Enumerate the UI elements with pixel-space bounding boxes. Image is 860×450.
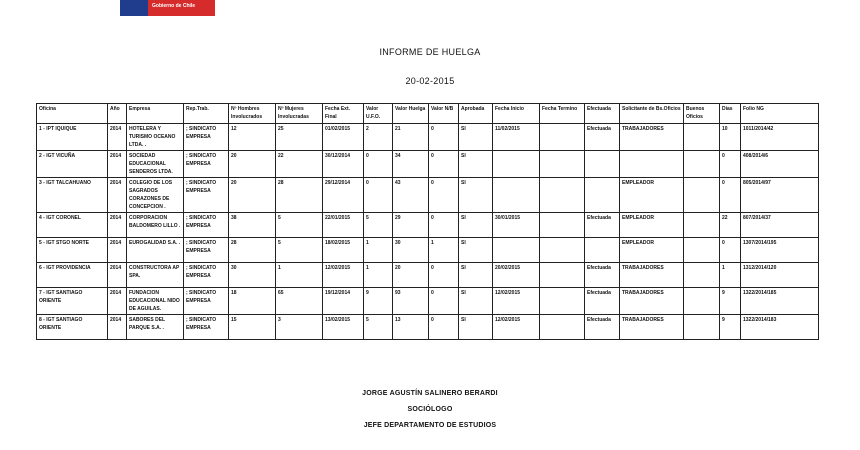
table-cell: 9 [720,315,741,340]
table-cell: 11/02/2015 [493,124,540,151]
table-cell: TRABAJADORES [620,315,684,340]
table-cell: 2014 [108,178,127,213]
table-cell: 30 [229,263,276,288]
table-cell: 30/12/2014 [323,151,364,178]
table-cell: 0 [364,151,393,178]
table-cell: 12/02/2015 [493,315,540,340]
table-cell: 1 [276,263,323,288]
table-cell: SI [459,151,493,178]
table-cell [493,238,540,263]
table-cell [684,263,720,288]
table-cell: SI [459,178,493,213]
table-cell: 01/02/2015 [323,124,364,151]
table-cell: 10 [720,124,741,151]
table-cell: 0 [429,263,459,288]
table-cell [540,288,585,315]
table-cell: 0 [364,178,393,213]
table-cell: 25 [276,124,323,151]
table-row [37,124,819,151]
column-header: Nº Mujeres Involucradas [276,104,323,124]
signatory-name: JORGE AGUSTÍN SALINERO BERARDI [362,390,498,397]
table-cell: 20/02/2015 [493,263,540,288]
table-cell: 1 - IPT IQUIQUE [37,124,108,151]
table-cell: SI [459,315,493,340]
table-cell: 0 [720,238,741,263]
table-cell: EMPLEADOR [620,238,684,263]
table-cell: Efectuada [585,263,620,288]
table-cell: 805/2014/97 [741,178,819,213]
table-cell: ; SINDICATO EMPRESA [184,238,229,263]
column-header: Fecha Inicio [493,104,540,124]
table-cell [540,315,585,340]
table-cell: 3 - IGT TALCAHUANO [37,178,108,213]
logo-text: Gobierno de Chile [152,3,196,9]
table-cell: 408/2014/6 [741,151,819,178]
table-cell: 21 [393,124,429,151]
table-cell: 1011/2014/42 [741,124,819,151]
table-cell [540,151,585,178]
table-cell: 9 [364,288,393,315]
table-cell: 807/2014/37 [741,213,819,238]
column-header: Fecha Ext. Final [323,104,364,124]
table-cell: 34 [393,151,429,178]
table-cell: 30/01/2015 [493,213,540,238]
signatory-role: SOCIÓLOGO [407,406,453,413]
table-cell: 1322/2014/183 [741,315,819,340]
table-row [37,178,819,213]
table-cell: 22 [720,213,741,238]
table-cell: 0 [429,288,459,315]
table-cell: ; SINDICATO EMPRESA [184,263,229,288]
table-cell: 15 [229,315,276,340]
table-cell [540,263,585,288]
table-cell: 8 - IGT SANTIAGO ORIENTE [37,315,108,340]
table-cell [684,151,720,178]
report-date: 20-02-2015 [405,76,455,86]
gobierno-logo [120,0,215,16]
table-cell: EUROGALIDAD S.A. . [127,238,184,263]
table-cell: ; SINDICATO EMPRESA [184,213,229,238]
table-cell: 0 [429,178,459,213]
table-cell: 5 - IGT STGO NORTE [37,238,108,263]
table-cell: 65 [276,288,323,315]
table-cell: 6 - IGT PROVIDENCIA [37,263,108,288]
table-header-row [37,104,819,124]
table-cell: 12 [229,124,276,151]
table-cell: 12/02/2015 [493,288,540,315]
table-cell: EMPLEADOR [620,178,684,213]
table-cell: Efectuada [585,213,620,238]
table-cell: 28 [229,238,276,263]
table-cell [493,178,540,213]
table-cell: HOTELERA Y TURISMO OCEANO LTDA. . [127,124,184,151]
column-header: Efectuada [585,104,620,124]
table-cell: 0 [429,151,459,178]
table-cell: 13/02/2015 [323,315,364,340]
table-cell: 12/02/2015 [323,263,364,288]
table-row [37,288,819,315]
table-cell: 4 - IGT CORONEL [37,213,108,238]
table-cell: FUNDACION EDUCACIONAL NIDO DE AGUILAS. [127,288,184,315]
report-title: INFORME DE HUELGA [379,47,481,57]
column-header: Aprobada [459,104,493,124]
table-cell: 29 [393,213,429,238]
table-cell: 0 [720,178,741,213]
column-header: Empresa [127,104,184,124]
table-row [37,238,819,263]
table-row [37,151,819,178]
table-cell: Efectuada [585,124,620,151]
table-cell [585,238,620,263]
table-cell [684,178,720,213]
table-cell: 1307/2014/195 [741,238,819,263]
column-header: Oficina [37,104,108,124]
table-cell: SI [459,263,493,288]
table-cell: 1 [720,263,741,288]
table-cell [493,151,540,178]
signatory-position: JEFE DEPARTAMENTO DE ESTUDIOS [363,422,497,429]
table-cell [684,315,720,340]
table-cell: 1312/2014/120 [741,263,819,288]
table-cell: SI [459,213,493,238]
table-cell: 2014 [108,213,127,238]
table-cell: COLEGIO DE LOS SAGRADOS CORAZONES DE CONCEPCION . [127,178,184,213]
table-cell [585,178,620,213]
table-cell: 20 [229,178,276,213]
table-cell: 0 [429,124,459,151]
table-cell [684,213,720,238]
table-cell: 0 [429,315,459,340]
table-row [37,263,819,288]
table-cell: 13 [393,315,429,340]
table-cell: 2014 [108,263,127,288]
table-cell: 2014 [108,238,127,263]
table-cell [540,238,585,263]
table-cell [540,213,585,238]
column-header: Folio NG [741,104,819,124]
table-cell: ; SINDICATO EMPRESA [184,151,229,178]
column-header: Fecha Termino [540,104,585,124]
table-cell: 22 [276,151,323,178]
table-cell: 93 [393,288,429,315]
table-cell: 2014 [108,151,127,178]
table-cell: 5 [364,315,393,340]
table-cell [540,124,585,151]
table-cell: TRABAJADORES [620,124,684,151]
table-cell: 0 [429,213,459,238]
table-cell: 0 [720,151,741,178]
table-cell: TRABAJADORES [620,288,684,315]
table-cell: 22/01/2015 [323,213,364,238]
table-cell [684,238,720,263]
table-cell: Efectuada [585,288,620,315]
column-header: Valor U.F.O. [364,104,393,124]
table-cell: 18/02/2015 [323,238,364,263]
column-header: Rep.Trab. [184,104,229,124]
table-cell: 1 [364,263,393,288]
table-cell: 43 [393,178,429,213]
table-cell: SOCIEDAD EDUCACIONAL SENDEROS LTDA. [127,151,184,178]
table-row [37,213,819,238]
table-cell: SABORES DEL PARQUE S.A. . [127,315,184,340]
table-cell: 2 [364,124,393,151]
column-header: Buenos Oficios [684,104,720,124]
table-cell: SI [459,238,493,263]
column-header: Solicitante de Bs.Oficios [620,104,684,124]
column-header: Valor Huelga [393,104,429,124]
column-header: Valor N/B [429,104,459,124]
table-cell [585,151,620,178]
table-cell: ; SINDICATO EMPRESA [184,178,229,213]
table-cell: 3 [276,315,323,340]
table-cell: 30 [393,238,429,263]
table-cell: 5 [364,213,393,238]
table-cell: 20 [229,151,276,178]
table-cell: ; SINDICATO EMPRESA [184,315,229,340]
table-cell: 38 [229,213,276,238]
table-cell: 2 - IGT VICUÑA [37,151,108,178]
table-cell [540,178,585,213]
table-cell: 1322/2014/185 [741,288,819,315]
table-cell: CORPORACION BALDOMERO LILLO . [127,213,184,238]
table-cell: Efectuada [585,315,620,340]
table-cell: 2014 [108,288,127,315]
table-cell: CONSTRUCTORA AP SPA. [127,263,184,288]
table-cell: 28 [276,178,323,213]
table-cell: 5 [276,238,323,263]
table-cell: 29/12/2014 [323,178,364,213]
table-cell: 19/12/2014 [323,288,364,315]
table-cell: 20 [393,263,429,288]
table-cell [684,124,720,151]
table-cell: EMPLEADOR [620,213,684,238]
column-header: Año [108,104,127,124]
table-cell: TRABAJADORES [620,263,684,288]
strike-report-table [36,103,819,340]
table-cell [684,288,720,315]
table-cell: 1 [429,238,459,263]
table-cell: SI [459,124,493,151]
table-cell: 2014 [108,124,127,151]
table-cell [620,151,684,178]
table-cell: 2014 [108,315,127,340]
column-header: Nº Hombres Involucrados [229,104,276,124]
table-cell: ; SINDICATO EMPRESA [184,288,229,315]
table-cell: ; SINDICATO EMPRESA [184,124,229,151]
table-cell: 7 - IGT SANTIAGO ORIENTE [37,288,108,315]
table-cell: 5 [276,213,323,238]
table-cell: 18 [229,288,276,315]
table-cell: SI [459,288,493,315]
table-cell: 9 [720,288,741,315]
table-cell: 1 [364,238,393,263]
table-row [37,315,819,340]
column-header: Días [720,104,741,124]
